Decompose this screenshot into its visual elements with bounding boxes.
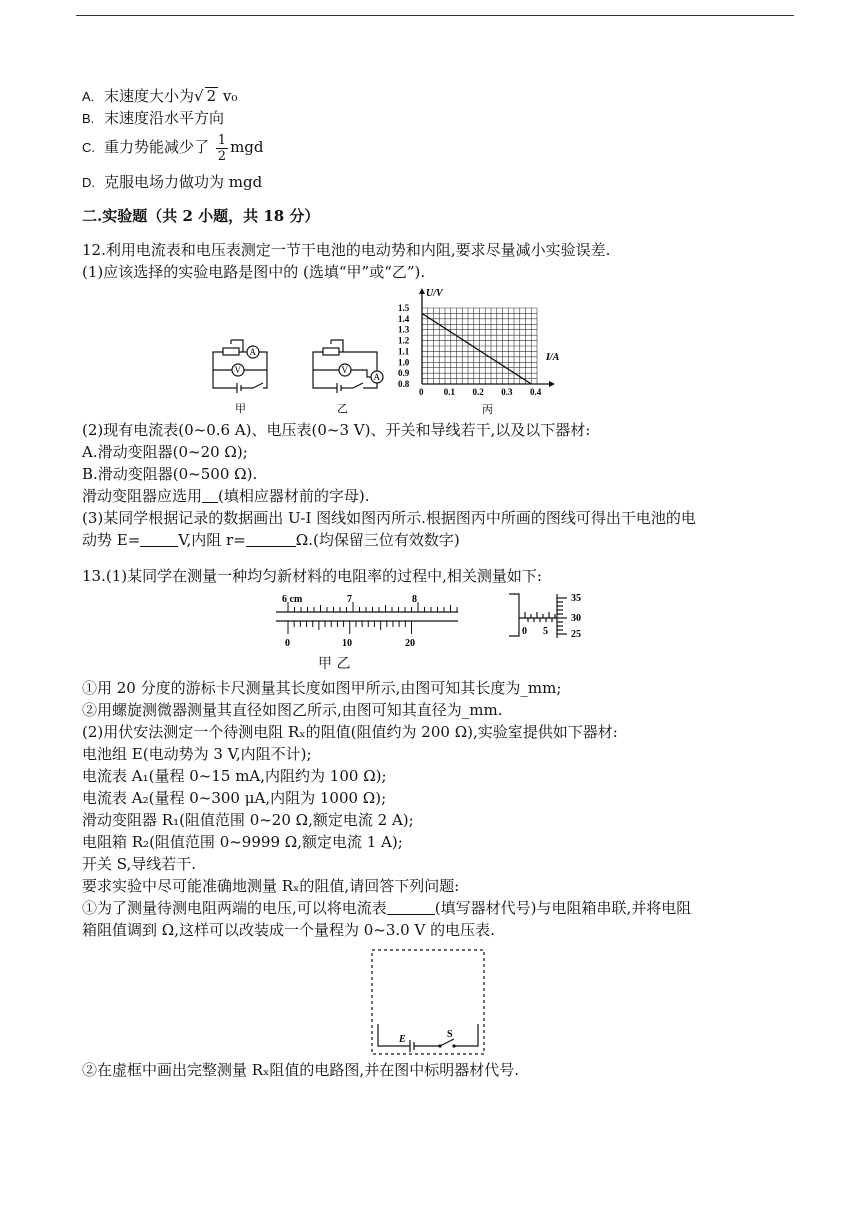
- q12-part3: (3)某同学根据记录的数据画出 U-I 图线如图丙所示.根据图丙中所画的图线可得出干电池的电: [82, 509, 696, 527]
- answer-blank-e[interactable]: [140, 532, 178, 547]
- x-tick-label: 0.1: [443, 387, 455, 397]
- micrometer-figure: [505, 590, 595, 642]
- q13-c4: ②在虚框中画出完整测量 Rₓ阻值的电路图,并在图中标明器材代号.: [82, 1061, 519, 1079]
- battery-e-label: E: [399, 1034, 406, 1045]
- y-tick-label: 1.4: [398, 313, 410, 324]
- y-tick-label: 1.2: [398, 335, 410, 346]
- q12-part1: (1)应该选择的实验电路是图中的 (选填“甲”或“乙”).: [82, 263, 426, 281]
- q12-option-a: A.滑动变阻器(0~20 Ω);: [82, 443, 248, 461]
- y-axis-arrow: [419, 288, 425, 294]
- x-tick-label: 0.3: [501, 387, 513, 397]
- voltmeter-label: V: [234, 365, 241, 375]
- micrometer-30: 30: [571, 613, 581, 624]
- chart-grid: [422, 308, 537, 384]
- vernier-caliper-figure: [272, 590, 462, 652]
- x-tick-label: 0.4: [530, 387, 542, 397]
- x-tick-label: 0.2: [472, 387, 484, 397]
- micrometer-0: 0: [522, 626, 527, 637]
- x-tick-label: 0: [419, 387, 424, 397]
- x-axis-label: I/A: [546, 352, 560, 363]
- circuit-drawing-box[interactable]: [368, 946, 490, 1058]
- equip-r1: 滑动变阻器 R₁(阻值范围 0~20 Ω,额定电流 2 A);: [82, 811, 414, 829]
- q13-part2: (2)用伏安法测定一个待测电阻 Rₓ的阻值(阻值约为 200 Ω),实验室提供如下器材:: [82, 723, 618, 741]
- micrometer-25: 25: [571, 629, 581, 640]
- equip-e: 电池组 E(电动势为 3 V,内阻不计);: [82, 745, 312, 763]
- fig-jia-label: 甲: [235, 403, 246, 415]
- caliper-main-7: 7: [347, 594, 352, 605]
- option-d: D. 克服电场力做功为 mgd: [82, 173, 263, 191]
- voltmeter-label: V: [341, 365, 348, 375]
- micrometer-35: 35: [571, 593, 581, 604]
- x-axis-arrow: [549, 381, 555, 387]
- y-tick-label: 1.5: [398, 303, 410, 313]
- answer-blank[interactable]: [202, 488, 218, 503]
- q12-part2: (2)现有电流表(0~0.6 A)、电压表(0~3 V)、开关和导线若干,以及以下器材:: [82, 421, 591, 439]
- fraction: $\frac{1}{2}$: [217, 132, 227, 164]
- caliper-vernier-20: 20: [405, 638, 415, 649]
- option-c: C. 重力势能减少了 $\frac{1}{2}$ mgd: [82, 132, 264, 164]
- caliper-main-6: 6 cm: [282, 594, 303, 605]
- section-title: 二.实验题（共 2 小题，共 18 分）: [82, 207, 320, 225]
- micrometer-5: 5: [543, 626, 548, 637]
- q12-option-b: B.滑动变阻器(0~500 Ω).: [82, 465, 258, 483]
- y-tick-label: 0.9: [398, 368, 410, 379]
- q13-fig-caption: 甲 乙: [318, 656, 351, 672]
- ammeter-label: A: [249, 347, 256, 357]
- caliper-main-8: 8: [412, 594, 417, 605]
- ui-graph-bing: [392, 286, 582, 416]
- q12-part2-question: 滑动变阻器应选用 (填相应器材前的字母).: [82, 487, 370, 505]
- q13-requirement: 要求实验中尽可能准确地测量 Rₓ的阻值,请回答下列问题:: [82, 877, 460, 895]
- option-a: A. 末速度大小为√ 2 v₀: [82, 87, 238, 105]
- y-tick-label: 1.3: [398, 324, 410, 335]
- equip-a2: 电流表 A₂(量程 0~300 μA,内阻为 1000 Ω);: [82, 789, 387, 807]
- circuit-jia: [205, 330, 290, 418]
- caliper-vernier-0: 0: [285, 638, 290, 649]
- equip-s: 开关 S,导线若干.: [82, 855, 197, 873]
- q12-part3-cont: 动势 E= V,内阻 r= Ω.(均保留三位有效数字): [82, 531, 460, 549]
- answer-blank-r[interactable]: [246, 532, 296, 547]
- equip-r2: 电阻箱 R₂(阻值范围 0~9999 Ω,额定电流 1 A);: [82, 833, 403, 851]
- q13-stem: 13.(1)某同学在测量一种均匀新材料的电阻率的过程中,相关测量如下:: [82, 567, 542, 585]
- y-tick-label: 1.1: [398, 346, 410, 357]
- circuit-yi: [305, 330, 390, 418]
- q13-c2: ②用螺旋测微器测量其直径如图乙所示,由图可知其直径为_mm.: [82, 701, 503, 719]
- y-axis-label: U/V: [426, 288, 443, 299]
- q13-c3-cont: 箱阻值调到 Ω,这样可以改装成一个量程为 0~3.0 V 的电压表.: [82, 921, 495, 939]
- y-tick-label: 0.8: [398, 379, 410, 389]
- equip-a1: 电流表 A₁(量程 0~15 mA,内阻约为 100 Ω);: [82, 767, 387, 785]
- ammeter-label: A: [373, 372, 380, 382]
- chart-ticks: [398, 303, 542, 397]
- q13-c1: ①用 20 分度的游标卡尺测量其长度如图甲所示,由图可知其长度为_mm;: [82, 679, 562, 697]
- q13-c3: ①为了测量待测电阻两端的电压,可以将电流表 (填写器材代号)与电阻箱串联,并将电阻: [82, 899, 692, 917]
- fig-bing-label: 丙: [482, 404, 493, 416]
- fig-yi-label: 乙: [337, 403, 348, 415]
- answer-blank-ammeter[interactable]: [387, 900, 435, 915]
- q12-stem: 12.利用电流表和电压表测定一节干电池的电动势和内阻,要求尽量减小实验误差.: [82, 241, 611, 259]
- header-rule: [76, 15, 794, 16]
- y-tick-label: 1.0: [398, 357, 410, 368]
- option-b: B. 末速度沿水平方向: [82, 109, 225, 127]
- caliper-vernier-10: 10: [342, 638, 352, 649]
- switch-s-label: S: [447, 1029, 453, 1040]
